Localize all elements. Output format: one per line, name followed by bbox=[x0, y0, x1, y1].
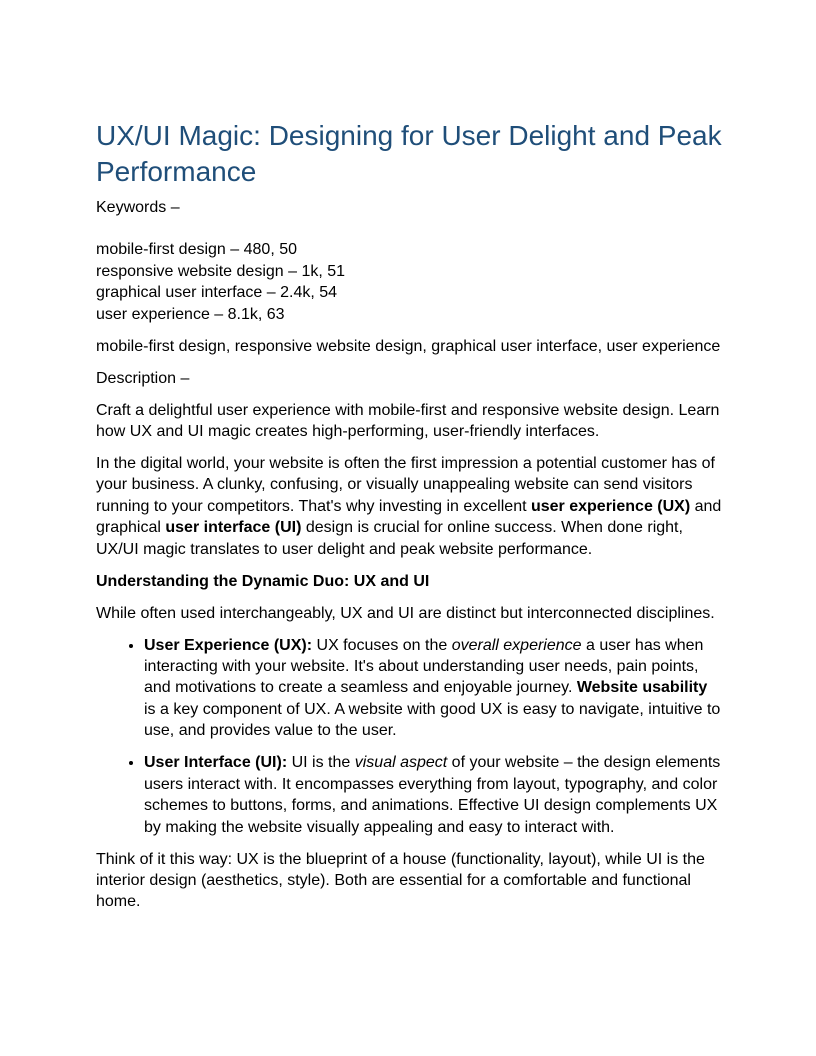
list-item-ui bbox=[144, 752, 722, 838]
intro-text: and graphical bbox=[96, 497, 722, 537]
keyword-line: responsive website design – 1k, 51 bbox=[96, 262, 346, 280]
intro-bold-ui: user interface (UI) bbox=[165, 519, 302, 537]
ux-text: UX focuses on the bbox=[312, 636, 452, 654]
ux-bold-usability: Website usability bbox=[576, 679, 708, 697]
keyword-list bbox=[96, 239, 722, 325]
keywords-summary: mobile-first design, responsive website design, graphical user interface, user experience bbox=[96, 337, 721, 355]
ui-text: of your website – the design elements users interact with. It encompasses everything from layout, typography, and color schemes to buttons, forms, and animations. Effective UI design complements UX by making the website visually appealing and easy to interact with. bbox=[144, 754, 721, 836]
intro-bold-ux: user experience (UX) bbox=[530, 497, 691, 515]
keyword-line: user experience – 8.1k, 63 bbox=[96, 305, 285, 323]
section-intro: While often used interchangeably, UX and UI are distinct but interconnected disciplines. bbox=[96, 604, 715, 622]
section-heading bbox=[96, 571, 722, 592]
ux-label: User Experience (UX): bbox=[144, 636, 313, 654]
document-page bbox=[96, 118, 722, 923]
intro-text: design is crucial for online success. When done right, UX/UI magic translates to user delight and peak website performance. bbox=[96, 519, 683, 558]
ux-ui-list bbox=[96, 635, 722, 838]
ui-italic: visual aspect bbox=[354, 754, 448, 772]
keywords-label: Keywords – bbox=[96, 199, 180, 216]
ux-italic: overall experience bbox=[451, 636, 582, 654]
list-item-ux bbox=[144, 635, 722, 742]
ux-text: a user has when interacting with your website. It's about understanding user needs, pain points, and motivations to create a seamless and enjoyable journey. bbox=[144, 636, 704, 697]
description-label: Description – bbox=[96, 369, 190, 387]
closing-paragraph: Think of it this way: UX is the blueprint of a house (functionality, layout), while UI is the interior design (aesthetics, style). Both are essential for a comfortable and functional home. bbox=[96, 850, 705, 911]
ui-text: UI is the bbox=[287, 754, 355, 772]
page-title: UX/UI Magic: Designing for User Delight and Peak Performance bbox=[96, 120, 722, 187]
intro-paragraph bbox=[96, 453, 722, 560]
ux-text: is a key component of UX. A website with good UX is easy to navigate, intuitive to use, and provides value to the user. bbox=[144, 700, 721, 740]
ui-label: User Interface (UI): bbox=[144, 754, 288, 772]
keyword-line: graphical user interface – 2.4k, 54 bbox=[96, 284, 338, 302]
description-text: Craft a delightful user experience with mobile-first and responsive website design. Learn how UX and UI magic creates high-performing, user-friendly interfaces. bbox=[96, 401, 720, 441]
keyword-line: mobile-first design – 480, 50 bbox=[96, 241, 297, 259]
section-heading-text: Understanding the Dynamic Duo: UX and UI bbox=[96, 572, 430, 590]
intro-text: In the digital world, your website is often the first impression a potential customer has of your business. A clunky, confusing, or visually unappealing website can send visitors running to your competitors. That's why investing in excellent bbox=[96, 455, 715, 515]
